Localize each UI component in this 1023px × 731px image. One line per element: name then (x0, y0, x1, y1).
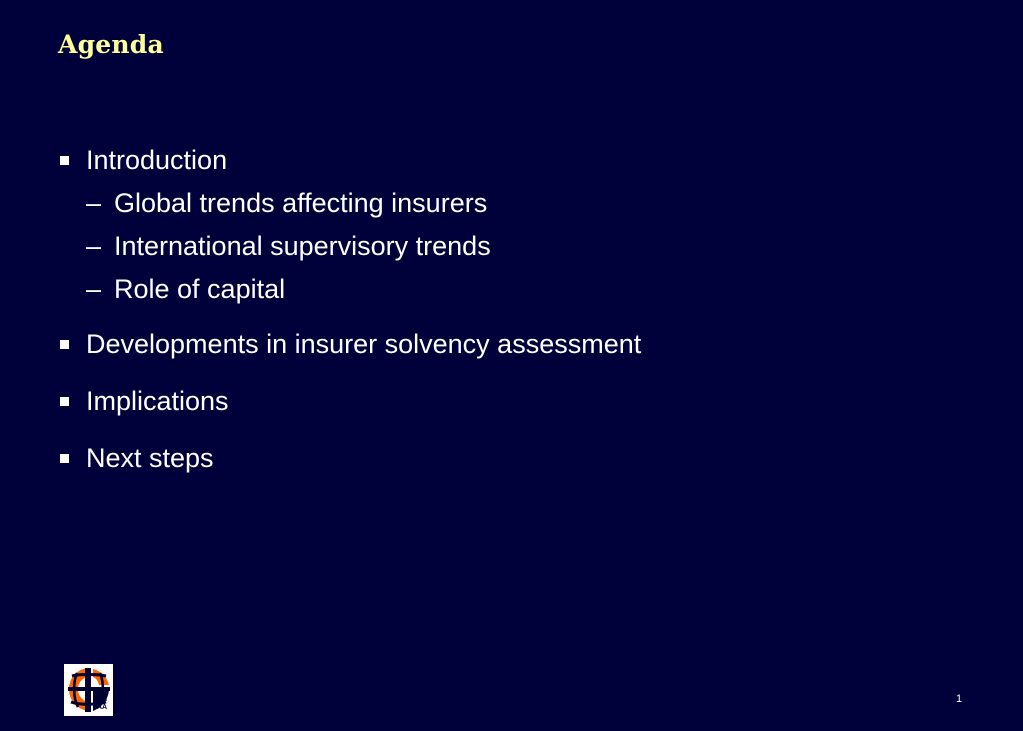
agenda-item-implications (58, 383, 958, 419)
agenda-subitem-role-of-capital (86, 271, 958, 307)
square-bullet-icon (60, 340, 69, 349)
agenda-item-introduction (58, 142, 958, 307)
dash-bullet-icon: – (86, 188, 102, 218)
agenda-item-label: Next steps (86, 443, 214, 473)
agenda-subitem-global-trends (86, 185, 958, 221)
agenda-subitem-label: Role of capital (114, 274, 286, 304)
agenda-item-label: Introduction (86, 145, 228, 175)
logo-text (95, 696, 111, 712)
agenda-item-label: Developments in insurer solvency assessment (86, 329, 642, 359)
logo-line-iaa: IAA (95, 704, 108, 711)
agenda-item-solvency-developments (58, 326, 958, 362)
slide-title: Agenda (58, 30, 164, 59)
dash-bullet-icon: – (86, 274, 102, 304)
agenda-subitem-label: Global trends affecting insurers (114, 188, 488, 218)
agenda-subitem-label: International supervisory trends (114, 231, 491, 261)
agenda-item-label: Implications (86, 386, 229, 416)
association-logo (64, 664, 113, 716)
square-bullet-icon (60, 397, 69, 406)
agenda-subitem-supervisory-trends (86, 228, 958, 264)
square-bullet-icon (60, 454, 69, 463)
logo-line-aai: AAI (95, 696, 108, 703)
page-number: 1 (956, 693, 963, 705)
dash-bullet-icon: – (86, 231, 102, 261)
square-bullet-icon (60, 156, 69, 165)
agenda-item-next-steps (58, 440, 958, 476)
agenda-subitems (86, 185, 958, 307)
agenda-list (58, 142, 958, 497)
